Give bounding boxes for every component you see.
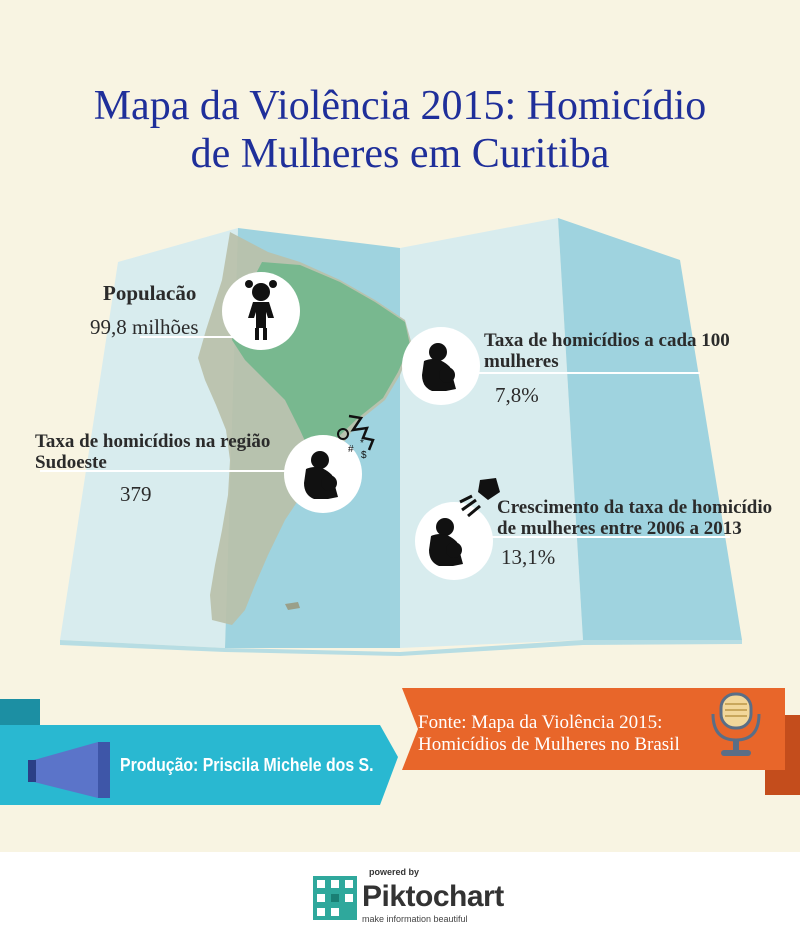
title-line-2: de Mulheres em Curitiba (190, 131, 610, 177)
population-value: 99,8 milhões (90, 315, 199, 339)
source-credit: Fonte: Mapa da Violência 2015: Homicídios de Mulheres no Brasil (418, 712, 680, 755)
banners (0, 685, 800, 815)
svg-text:#: # (348, 444, 354, 455)
microphone-icon (707, 690, 765, 760)
rate-per-100-value: 7,8% (495, 383, 539, 407)
powered-by: powered by (369, 867, 420, 877)
svg-text:*: * (360, 438, 364, 449)
svg-text:$: $ (361, 450, 367, 460)
brand-name[interactable]: Piktochart (362, 880, 504, 913)
production-credit: Produção: Priscila Michele dos S. (120, 755, 374, 775)
population-label: Populacão (103, 281, 197, 305)
growth-label: Crescimento da taxa de homicídio de mulheres entre 2006 a 2013 (497, 497, 773, 539)
piktochart-logo-icon[interactable] (313, 876, 357, 920)
page-title (0, 82, 800, 178)
region-rate-label: Taxa de homicídios na região Sudoeste (35, 431, 271, 473)
brand-tagline: make information beautiful (362, 914, 468, 924)
population-circle (222, 272, 300, 350)
megaphone-icon (28, 742, 114, 798)
sitting-woman-icon (402, 327, 480, 405)
title-line-1: Mapa da Violência 2015: Homicídio (93, 83, 707, 129)
rate-per-100-circle (402, 327, 480, 405)
growth-value: 13,1% (501, 545, 556, 569)
region-rate-value: 379 (120, 482, 152, 506)
rate-per-100-label: Taxa de homicídios a cada 100 mulheres (484, 330, 730, 372)
girl-icon (222, 272, 300, 350)
curse-symbols-icon (333, 410, 381, 460)
